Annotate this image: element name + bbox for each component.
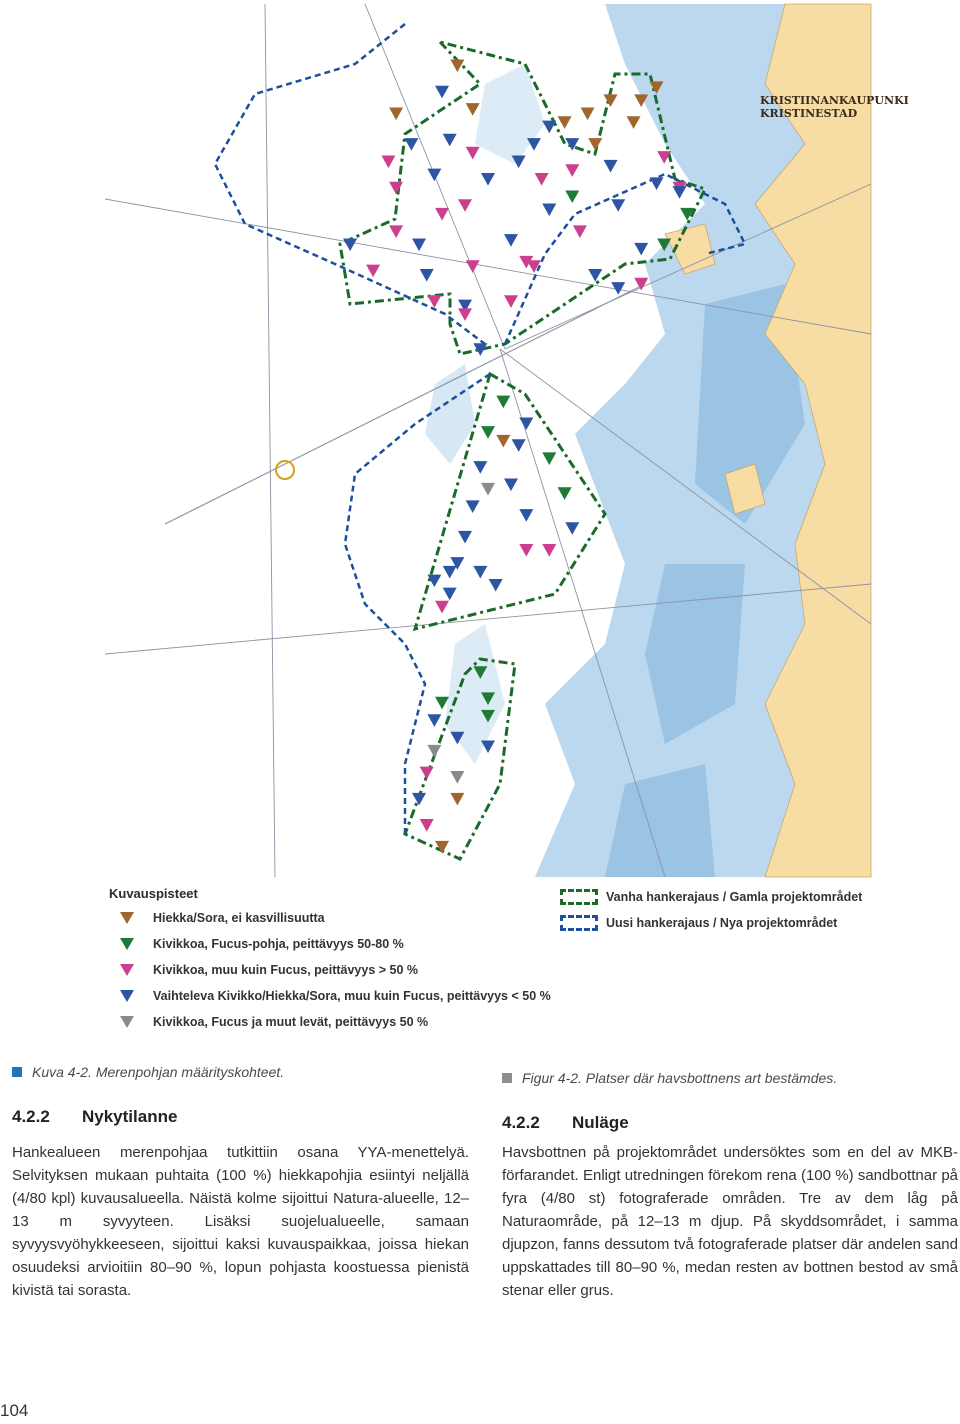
caption-swedish [502,1070,837,1086]
map-svg [105,4,909,877]
place-label-line-2: KRISTINESTAD [760,107,858,120]
legend-item-label: Kivikkoa, Fucus-pohja, peittävyys 50-80 % [153,937,404,951]
caption-text: Kuva 4-2. Merenpohjan määrityskohteet. [32,1064,285,1080]
body-text-swedish: Havsbottnen på projektområdet undersöktes som en del av MKB-förfarandet. Enligt utredningen förekom rena (100 %) sandbottnar på fyra (4/80 st) fotograferade områden. Tre av dem låg på Naturaområde, på 12–13 m djup. På skyddsområdet, i samma djupzon, fanns dessutom två fotograferade platser där andelen sand uppskattades till 80–90 %, medan resten av bottnen bestod av små stenar eller grus. [502,1144,958,1299]
nautical-map [105,4,909,877]
body-text-finnish: Hankealueen merenpohjaa tutkittiin osana YYA-menettelyä. Selvityksen mukaan puhtaita (100 %) hiekkapohjia esiintyi neljällä (4/80 kpl) kuvausalueella. Näistä kolme sijoittui Natura-alueelle, 12–13 m syvyyteen. Lisäksi suojelualueelle, samaan syvyysvyöhykkeeseen, sijoittui kaksi kuvauspaikkaa, joissa hiekan osuudeksi arvioitiin 80–90 %, lopun pohjasta koostuessa pienistä kivistä tai sorasta. [12,1144,469,1299]
legend-item-label: Hiekka/Sora, ei kasvillisuutta [153,911,325,925]
legend-old-boundary [560,886,862,908]
triangle-brown-icon [119,911,135,925]
triangle-blue-icon [119,989,135,1003]
legend-item-other-algae [119,960,418,980]
legend-boundary-label: Vanha hankerajaus / Gamla projektområdet [606,890,863,904]
map-legend [105,880,875,1040]
legend-boundary-label: Uusi hankerajaus / Nya projektområdet [606,916,838,930]
legend-item-label: Kivikkoa, muu kuin Fucus, peittävyys > 50 % [153,963,419,977]
section-number: 4.2.2 [12,1107,50,1126]
place-label [760,94,909,120]
caption-finnish [12,1064,284,1080]
section-title: Nykytilanne [82,1107,178,1126]
square-bullet-icon [12,1067,22,1077]
place-label-line-1: KRISTIINANKAUPUNKI [760,94,909,107]
dashed-box-green-icon [560,889,598,905]
section-title: Nuläge [572,1113,629,1132]
section-heading-swedish [502,1113,629,1133]
legend-item-sand [119,908,325,928]
legend-title: Kuvauspisteet [109,886,198,901]
dashed-box-blue-icon [560,915,598,931]
legend-item-fucus-algae [119,1012,428,1032]
legend-item-fucus [119,934,404,954]
triangle-gray-icon [119,1015,135,1029]
legend-item-label: Vaihteleva Kivikko/Hiekka/Sora, muu kuin Fucus, peittävyys < 50 % [153,989,551,1003]
legend-new-boundary [560,912,837,934]
triangle-green-icon [119,937,135,951]
triangle-magenta-icon [119,963,135,977]
legend-item-label: Kivikkoa, Fucus ja muut levät, peittävyys 50 % [153,1015,429,1029]
section-number: 4.2.2 [502,1113,540,1132]
section-heading-finnish [12,1107,177,1127]
page-number: 104 [0,1401,29,1420]
square-bullet-icon [502,1073,512,1083]
caption-text: Figur 4-2. Platser där havsbottnens art bestämdes. [522,1070,838,1086]
legend-item-mixed [119,986,551,1006]
